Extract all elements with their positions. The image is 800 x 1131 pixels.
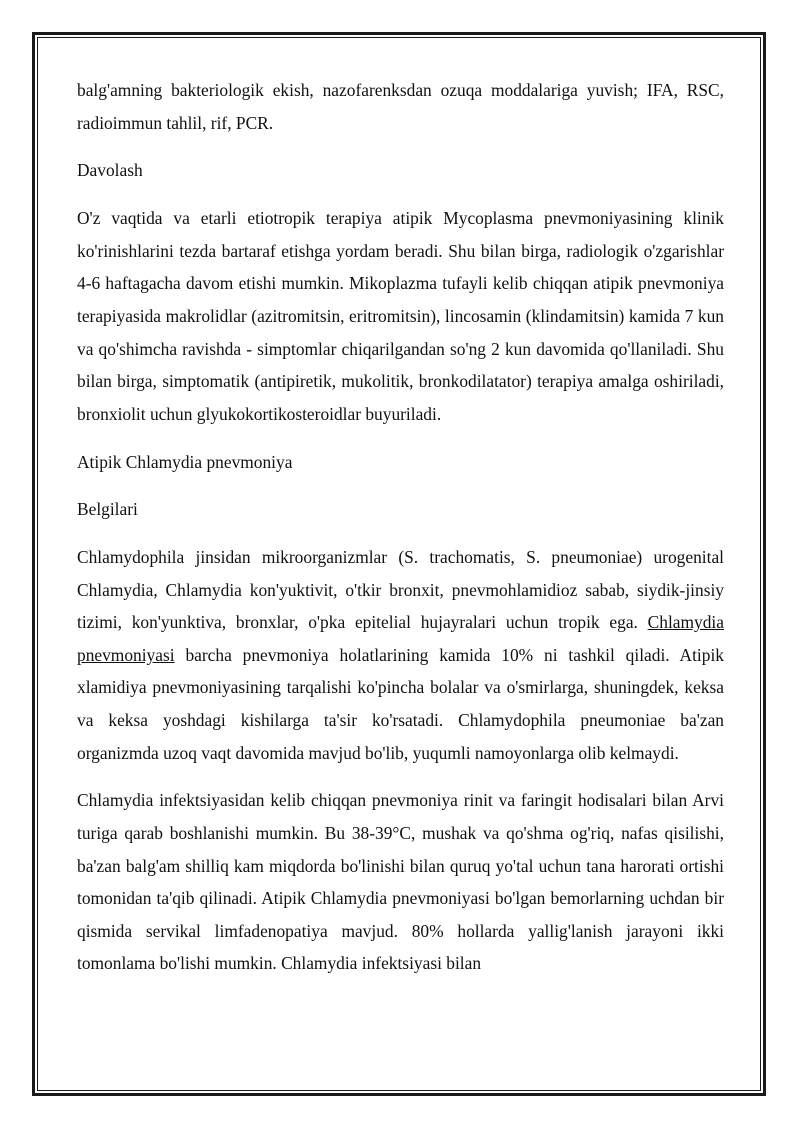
document-body <box>77 74 724 995</box>
paragraph-clinical-course: Chlamydia infektsiyasidan kelib chiqqan pnevmoniya rinit va faringit hodisalari bilan Arvi turiga qarab boshlanishi mumkin. Bu 38-39°C, mushak va qo'shma og'riq, nafas qisilishi, ba'zan balg'am shilliq kam miqdorda bo'linishi bilan quruq yo'tal uchun tana harorati ortishi tomonidan ta'qib qilinadi. Atipik Chlamydia pnevmoniyasi bo'lgan bemorlarning uchdan bir qismida servikal limfadenopatiya mavjud. 80% hollarda yallig'lanish jarayoni ikki tomonlama bo'lishi mumkin. Chlamydia infektsiyasi bilan <box>77 790 724 974</box>
paragraph-symptoms-start: Chlamydophila jinsidan mikroorganizmlar (S. trachomatis, S. pneumoniae) urogenital Chlamydia, Chlamydia kon'yuktivit, o'tkir bronxit, pnevmohlamidioz sabab, siydik-jinsiy tizimi, kon'yunktiva, bronxlar, o'pka epitelial hujayralari uchun tropik ega. <box>77 547 724 633</box>
paragraph-diagnostics-end: balg'amning bakteriologik ekish, nazofarenksdan ozuqa moddalariga yuvish; IFA, RSC, radioimmun tahlil, rif, PCR. <box>77 80 724 133</box>
paragraph-treatment: O'z vaqtida va etarli etiotropik terapiya atipik Mycoplasma pnevmoniyasining klinik ko'rinishlarini tezda bartaraf etishga yordam beradi. Shu bilan birga, radiologik o'zgarishlar 4-6 haftagacha davom etishi mumkin. Mikoplazma tufayli kelib chiqqan atipik pnevmoniya terapiyasida makrolidlar (azitromitsin, eritromitsin), lincosamin (klindamitsin) kamida 7 kun va qo'shimcha ravishda - simptomlar chiqarilgandan so'ng 2 kun davomida qo'llaniladi. Shu bilan birga, simptomatik (antipiretik, mukolitik, bronkodilatator) terapiya amalga oshiriladi, bronxiolit uchun glyukokortikosteroidlar buyuriladi. <box>77 208 724 424</box>
chlamydia-pnevmoniyasi-link[interactable]: Chlamydia pnevmoniyasi <box>77 612 724 665</box>
heading-davolash: Davolash <box>77 160 143 181</box>
heading-belgilari: Belgilari <box>77 499 138 520</box>
paragraph-symptoms-end: barcha pnevmoniya holatlarining kamida 10% ni tashkil qiladi. Atipik xlamidiya pnevmoniyasining tarqalishi ko'pincha bolalar va o'smirlarga, shuningdek, keksa va keksa yoshdagi kishilarga ta'sir ko'rsatadi. Chlamydophila pneumoniae ba'zan organizmda uzoq vaqt davomida mavjud bo'lib, yuqumli namoyonlarga olib kelmaydi. <box>77 644 724 763</box>
paragraph-symptoms <box>77 541 724 769</box>
heading-atipik-chlamydia: Atipik Chlamydia pnevmoniya <box>77 451 293 472</box>
